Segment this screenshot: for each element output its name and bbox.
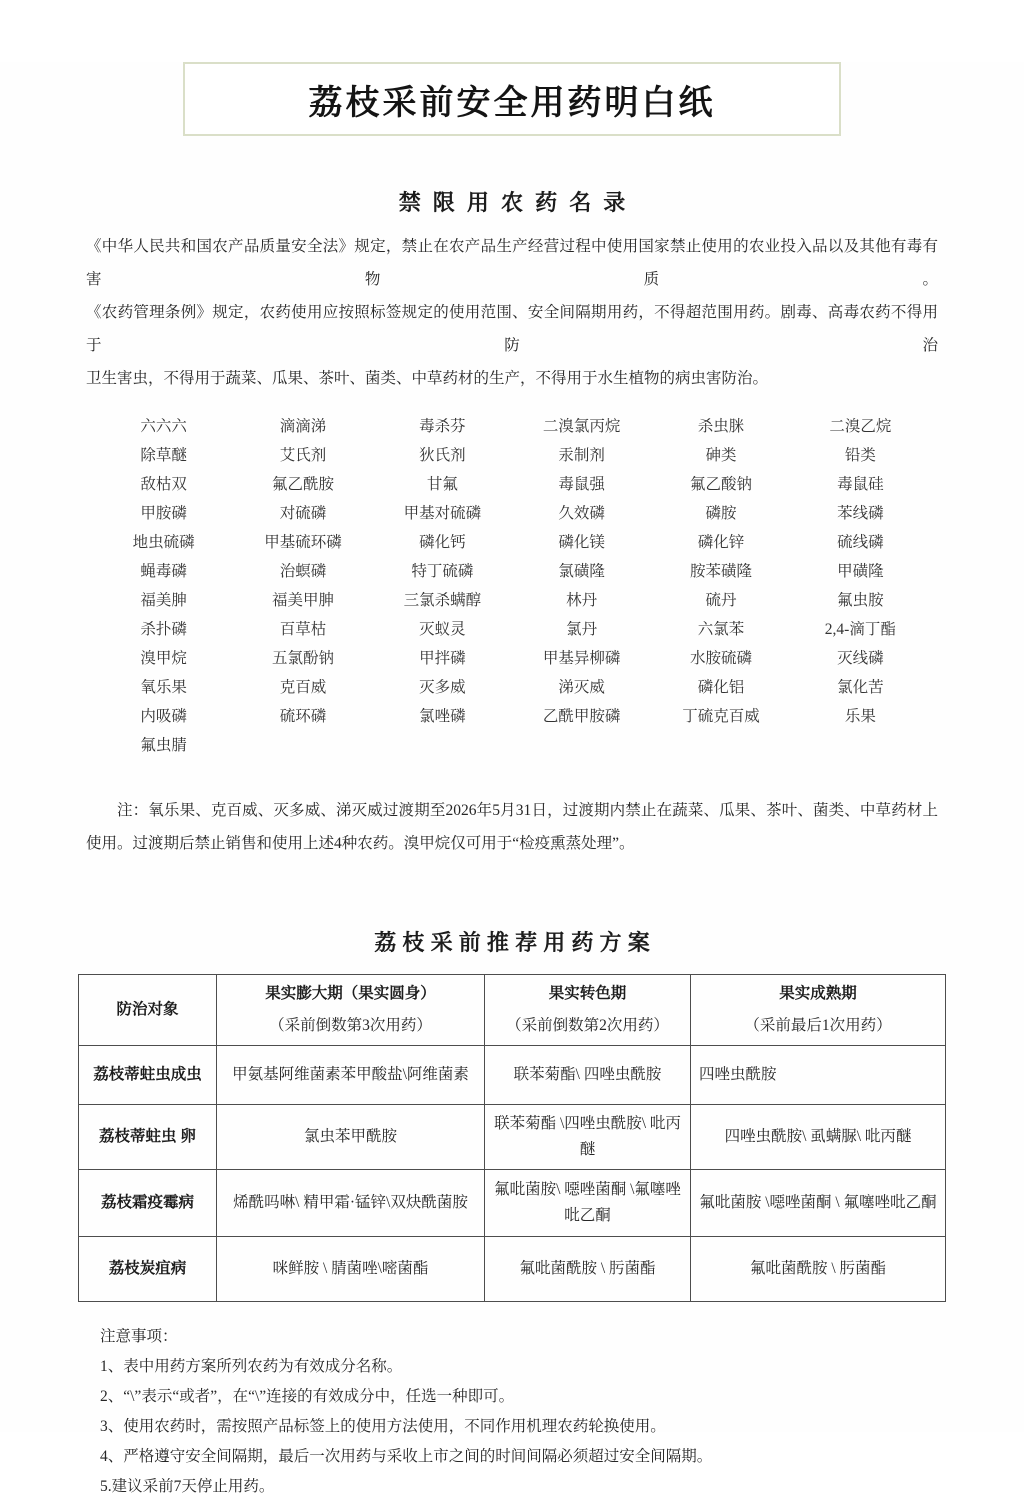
pesticide-name: 五氯酚钠 <box>271 650 334 667</box>
pesticide-name: 磷化钙 <box>419 534 466 551</box>
banned-pesticides-grid <box>94 412 930 760</box>
pesticide-name: 特丁硫磷 <box>411 563 474 580</box>
pesticide-name: 铅类 <box>844 447 876 464</box>
pesticide-name: 滴滴涕 <box>279 418 327 435</box>
stage-subtitle: （采前倒数第3次用药） <box>269 1017 432 1034</box>
pesticide-name: 氯化苦 <box>837 679 884 696</box>
document-page <box>0 62 1024 1495</box>
stage-subtitle: （采前最后1次用药） <box>744 1017 892 1034</box>
table-cell: 氟吡菌胺 \噁唑菌酮 \ 氟噻唑吡乙酮 <box>691 1170 946 1237</box>
pesticide-name: 对硫磷 <box>279 505 327 522</box>
table-cell: 烯酰吗啉\ 精甲霜·锰锌\双炔酰菌胺 <box>217 1170 485 1237</box>
pesticide-name: 艾氏剂 <box>279 447 327 464</box>
empty-grid-cell <box>233 731 372 760</box>
pesticide-name: 杀扑磷 <box>140 621 187 638</box>
intro-paragraph <box>86 230 938 395</box>
pesticide-name: 氟虫腈 <box>140 737 187 754</box>
pesticide-name: 治螟磷 <box>279 563 327 580</box>
empty-grid-cell <box>791 731 930 760</box>
pesticide-name: 甲基硫环磷 <box>264 534 342 551</box>
pesticide-name: 氟乙酰胺 <box>271 476 334 493</box>
table-cell: 四唑虫酰胺\ 虱螨脲\ 吡丙醚 <box>691 1105 946 1170</box>
pesticide-name: 杀虫脒 <box>697 418 745 435</box>
header-cell-target: 防治对象 <box>79 975 217 1046</box>
stage-title: 果实成熟期 <box>779 985 857 1002</box>
pesticide-name: 蝇毒磷 <box>140 563 187 580</box>
pesticide-name: 磷化镁 <box>558 534 605 551</box>
empty-grid-cell <box>651 731 790 760</box>
recommended-plan-table <box>78 974 946 1302</box>
pesticide-name: 砷类 <box>705 447 737 464</box>
pesticide-name: 氯磺隆 <box>558 563 605 580</box>
pesticide-name: 久效磷 <box>558 505 605 522</box>
pesticide-name: 毒杀芬 <box>419 418 466 435</box>
table-row <box>79 1105 946 1170</box>
pesticide-name: 毒鼠硅 <box>837 476 884 493</box>
precautions-block <box>100 1322 980 1502</box>
pesticide-name: 乐果 <box>844 708 876 725</box>
pesticide-name: 硫丹 <box>705 592 737 609</box>
pesticide-name: 2,4-滴丁酯 <box>824 621 896 638</box>
row-label: 荔枝霜疫霉病 <box>79 1170 217 1237</box>
precautions-title: 注意事项： <box>100 1328 178 1345</box>
precaution-item: 1、表中用药方案所列农药为有效成分名称。 <box>100 1358 403 1375</box>
pesticide-name: 甲基异柳磷 <box>542 650 621 667</box>
pesticide-name: 氧乐果 <box>140 679 187 696</box>
pesticide-name: 汞制剂 <box>558 447 605 464</box>
pesticide-name: 地虫硫磷 <box>132 534 195 551</box>
precaution-item: 5.建议采前7天停止用药。 <box>100 1478 275 1495</box>
recommended-plan-table-body <box>79 975 946 1302</box>
table-header-row <box>79 975 946 1046</box>
stage-title: 果实转色期 <box>548 985 627 1002</box>
table-row <box>79 1170 946 1237</box>
paragraph-line: 《农药管理条例》规定，农药使用应按照标签规定的使用范围、安全间隔期用药，不得超范围用药。剧毒、高毒农药不得用于防治 <box>86 304 938 354</box>
pesticide-name: 克百威 <box>279 679 327 696</box>
table-cell: 氟吡菌酰胺 \ 肟菌酯 <box>485 1237 691 1302</box>
pesticide-name: 除草醚 <box>140 447 187 464</box>
row-label: 荔枝炭疽病 <box>79 1237 217 1302</box>
paragraph-line: 卫生害虫，不得用于蔬菜、瓜果、茶叶、菌类、中草药材的生产，不得用于水生植物的病虫害防治。 <box>86 370 769 387</box>
header-cell-stage <box>485 975 691 1046</box>
pesticide-name: 林丹 <box>566 592 598 609</box>
table-cell: 氟吡菌酰胺 \ 肟菌酯 <box>691 1237 946 1302</box>
table-cell: 氟吡菌胺\ 噁唑菌酮 \氟噻唑吡乙酮 <box>485 1170 691 1237</box>
pesticide-name: 氯唑磷 <box>419 708 466 725</box>
pesticide-name: 硫线磷 <box>837 534 884 551</box>
table-cell: 四唑虫酰胺 <box>691 1046 946 1105</box>
row-label: 荔枝蒂蛀虫成虫 <box>79 1046 217 1105</box>
pesticide-name: 毒鼠强 <box>558 476 605 493</box>
pesticide-name: 涕灭威 <box>558 679 605 696</box>
row-label: 荔枝蒂蛀虫 卵 <box>79 1105 217 1170</box>
stage-subtitle: （采前倒数第2次用药） <box>506 1017 669 1034</box>
pesticide-name: 三氯杀螨醇 <box>403 592 482 609</box>
pesticide-name: 磷胺 <box>705 505 737 522</box>
precaution-item: 2、“\”表示“或者”，在“\”连接的有效成分中，任选一种即可。 <box>100 1388 515 1405</box>
pesticide-name: 六氯苯 <box>697 621 745 638</box>
pesticide-name: 胺苯磺隆 <box>689 563 752 580</box>
header-cell-stage <box>691 975 946 1046</box>
pesticide-name: 灭蚁灵 <box>419 621 466 638</box>
table-row <box>79 1046 946 1105</box>
pesticide-name: 福美甲胂 <box>271 592 334 609</box>
pesticide-name: 苯线磷 <box>837 505 884 522</box>
pesticide-name: 水胺硫磷 <box>689 650 752 667</box>
pesticide-name: 乙酰甲胺磷 <box>542 708 621 725</box>
empty-grid-cell <box>373 731 512 760</box>
pesticide-name: 灭线磷 <box>837 650 884 667</box>
pesticide-name: 磷化铝 <box>697 679 745 696</box>
banned-pesticides-heading: 禁限用农药名录 <box>398 190 638 215</box>
pesticide-name: 敌枯双 <box>140 476 187 493</box>
pesticide-name: 二溴氯丙烷 <box>542 418 621 435</box>
pesticide-name: 丁硫克百威 <box>682 708 760 725</box>
pesticide-name: 氯丹 <box>566 621 598 638</box>
precaution-item: 4、严格遵守安全间隔期，最后一次用药与采收上市之间的时间间隔必须超过安全间隔期。 <box>100 1448 713 1465</box>
stage-title: 果实膨大期（果实圆身） <box>265 985 436 1002</box>
pesticide-name: 硫环磷 <box>279 708 327 725</box>
pesticide-name: 甘氟 <box>426 476 458 493</box>
header-cell-stage <box>217 975 485 1046</box>
page-title: 荔枝采前安全用药明白纸 <box>308 83 716 122</box>
table-cell: 联苯菊酯 \四唑虫酰胺\ 吡丙醚 <box>485 1105 691 1170</box>
pesticide-name: 内吸磷 <box>140 708 187 725</box>
pesticide-name: 氟乙酸钠 <box>689 476 752 493</box>
pesticide-name: 溴甲烷 <box>140 650 187 667</box>
table-cell: 咪鲜胺 \ 腈菌唑\嘧菌酯 <box>217 1237 485 1302</box>
precaution-item: 3、使用农药时，需按照产品标签上的使用方法使用，不同作用机理农药轮换使用。 <box>100 1418 666 1435</box>
pesticide-name: 甲拌磷 <box>419 650 466 667</box>
table-cell: 甲氨基阿维菌素苯甲酸盐\阿维菌素 <box>217 1046 485 1105</box>
transition-period-note: 注：氧乐果、克百威、灭多威、涕灭威过渡期至2026年5月31日，过渡期内禁止在蔬菜、瓜果、茶叶、菌类、中草药材上使用。过渡期后禁止销售和使用上述4种农药。溴甲烷仅可用于“检疫熏蒸处理”。 <box>86 802 938 852</box>
pesticide-name: 六六六 <box>140 418 187 435</box>
empty-grid-cell <box>512 731 651 760</box>
pesticide-name: 甲基对硫磷 <box>403 505 482 522</box>
pesticide-name: 氟虫胺 <box>837 592 884 609</box>
table-row <box>79 1237 946 1302</box>
table-cell: 联苯菊酯\ 四唑虫酰胺 <box>485 1046 691 1105</box>
title-box <box>183 62 841 136</box>
pesticide-name: 狄氏剂 <box>419 447 466 464</box>
pesticide-name: 二溴乙烷 <box>829 418 892 435</box>
recommended-plan-heading: 荔枝采前推荐用药方案 <box>374 930 656 955</box>
table-cell: 氯虫苯甲酰胺 <box>217 1105 485 1170</box>
pesticide-name: 磷化锌 <box>697 534 745 551</box>
pesticide-name: 甲胺磷 <box>140 505 187 522</box>
pesticide-name: 甲磺隆 <box>837 563 884 580</box>
pesticide-name: 百草枯 <box>279 621 327 638</box>
pesticide-name: 灭多威 <box>419 679 466 696</box>
pesticide-name: 福美胂 <box>140 592 187 609</box>
paragraph-line: 《中华人民共和国农产品质量安全法》规定，禁止在农产品生产经营过程中使用国家禁止使用的农业投入品以及其他有毒有害物质。 <box>86 238 938 288</box>
